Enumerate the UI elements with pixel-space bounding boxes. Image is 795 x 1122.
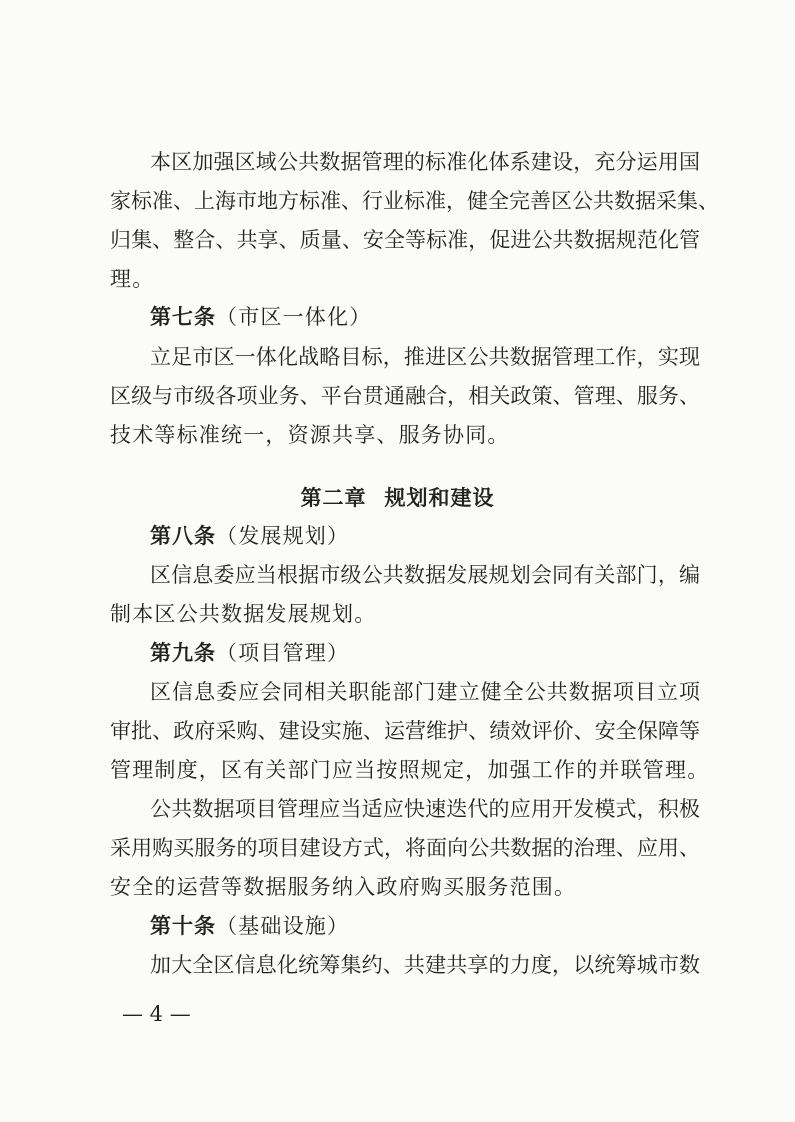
paragraph-line: 加大全区信息化统筹集约、共建共享的力度，以统筹城市数	[150, 953, 700, 977]
chapter-title: 规划和建设	[384, 486, 495, 510]
article-topic: （项目管理）	[216, 641, 350, 665]
paragraph-line: 采用购买服务的项目建设方式，将面向公共数据的治理、应用、	[110, 836, 700, 860]
article-10-heading	[150, 912, 700, 940]
article-8-heading	[150, 522, 700, 550]
paragraph-line: 区信息委应会同相关职能部门建立健全公共数据项目立项	[150, 680, 700, 704]
article-title: 第十条	[150, 914, 216, 938]
article-title: 第八条	[150, 524, 216, 548]
article-topic: （发展规划）	[216, 524, 350, 548]
paragraph-line: 管理制度，区有关部门应当按照规定，加强工作的并联管理。	[110, 758, 710, 782]
article-topic: （市区一体化）	[216, 305, 372, 329]
paragraph-line: 立足市区一体化战略目标，推进区公共数据管理工作，实现	[150, 345, 700, 369]
article-title: 第九条	[150, 641, 216, 665]
article-7-heading	[150, 303, 700, 331]
paragraph-line: 归集、整合、共享、质量、安全等标准，促进公共数据规范化管	[110, 228, 700, 252]
paragraph-line: 区级与市级各项业务、平台贯通融合，相关政策、管理、服务、	[110, 384, 700, 408]
chapter-number: 第二章	[300, 486, 367, 510]
paragraph-line: 制本区公共数据发展规划。	[110, 602, 377, 626]
paragraph-line: 家标准、上海市地方标准、行业标准，健全完善区公共数据采集、	[110, 189, 719, 213]
paragraph-line: 本区加强区域公共数据管理的标准化体系建设，充分运用国	[150, 150, 700, 174]
article-topic: （基础设施）	[216, 914, 350, 938]
paragraph-line: 理。	[110, 267, 155, 291]
article-title: 第七条	[150, 305, 216, 329]
paragraph-line: 审批、政府采购、建设实施、运营维护、绩效评价、安全保障等	[110, 719, 700, 743]
paragraph-line: 公共数据项目管理应当适应快速迭代的应用开发模式，积极	[150, 797, 700, 821]
paragraph-line: 区信息委应当根据市级公共数据发展规划会同有关部门，编	[150, 563, 700, 587]
paragraph-line: 安全的运营等数据服务纳入政府购买服务范围。	[110, 875, 577, 899]
page-number: — 4 —	[122, 1002, 191, 1026]
article-9-heading	[150, 639, 700, 667]
chapter-heading	[0, 484, 795, 512]
paragraph-line: 技术等标准统一，资源共享、服务协同。	[110, 423, 510, 447]
